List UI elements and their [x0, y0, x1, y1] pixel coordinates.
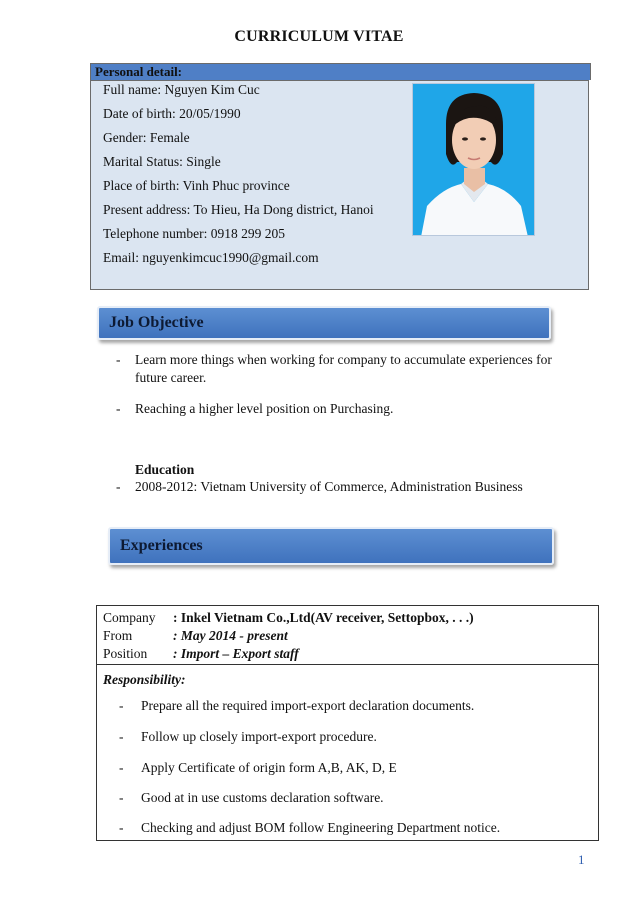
company-row: [103, 610, 474, 626]
bullet-dash: -: [119, 820, 124, 835]
bullet-dash: -: [119, 729, 124, 744]
from-row: [103, 628, 288, 644]
portrait-image: [413, 84, 535, 236]
bullet-dash: -: [119, 790, 124, 805]
bullet-dash: -: [119, 698, 124, 713]
position-row: [103, 646, 299, 662]
personal-detail-panel: [90, 80, 589, 290]
responsibility-item: [119, 820, 500, 836]
responsibility-text: Prepare all the required import-export declaration documents.: [141, 698, 475, 713]
present-address: Present address: To Hieu, Ha Dong district, Hanoi: [103, 202, 374, 217]
date-of-birth: Date of birth: 20/05/1990: [103, 106, 241, 121]
bullet-dash: -: [116, 401, 121, 416]
responsibility-item: [119, 790, 384, 806]
full-name: Full name: Nguyen Kim Cuc: [103, 82, 260, 97]
responsibility-text: Good at in use customs declaration software.: [141, 790, 384, 805]
responsibility-text: Checking and adjust BOM follow Engineering Department notice.: [141, 820, 501, 835]
position-value: : Import – Export staff: [173, 646, 299, 661]
company-label: Company: [103, 610, 156, 625]
responsibility-text: Apply Certificate of origin form A,B, AK, D, E: [141, 760, 397, 775]
responsibility-heading: Responsibility:: [103, 672, 186, 687]
marital-status: Marital Status: Single: [103, 154, 221, 169]
page-number: 1: [578, 852, 585, 867]
job-objective-banner: Job Objective: [97, 306, 551, 340]
responsibility-text: Follow up closely import-export procedure.: [141, 729, 377, 744]
responsibility-item: [119, 698, 474, 714]
from-value: : May 2014 - present: [173, 628, 288, 643]
bullet-dash: -: [119, 760, 124, 775]
gender: Gender: Female: [103, 130, 190, 145]
place-of-birth: Place of birth: Vinh Phuc province: [103, 178, 290, 193]
education-heading: Education: [135, 462, 195, 477]
personal-detail-header: Personal detail:: [90, 63, 591, 80]
page-title: CURRICULUM VITAE: [234, 28, 404, 45]
company-value: : Inkel Vietnam Co.,Ltd(AV receiver, Settopbox, . . .): [173, 610, 474, 625]
responsibility-item: [119, 729, 377, 745]
responsibility-item: [119, 760, 397, 776]
experience-table: [96, 605, 599, 841]
education-text: 2008-2012: Vietnam University of Commerce, Administration Business: [135, 479, 523, 494]
bullet-dash: -: [116, 352, 121, 367]
profile-photo: [412, 83, 535, 236]
email: Email: nguyenkimcuc1990@gmail.com: [103, 250, 319, 265]
from-label: From: [103, 628, 133, 643]
table-divider: [97, 664, 598, 665]
bullet-dash: -: [116, 479, 121, 494]
job-objective-text: Learn more things when working for company to accumulate experiences for future career.: [135, 352, 552, 385]
experiences-banner: Experiences: [108, 527, 554, 565]
job-objective-text: Reaching a higher level position on Purchasing.: [135, 401, 394, 416]
telephone-number: Telephone number: 0918 299 205: [103, 226, 286, 241]
position-label: Position: [103, 646, 148, 661]
